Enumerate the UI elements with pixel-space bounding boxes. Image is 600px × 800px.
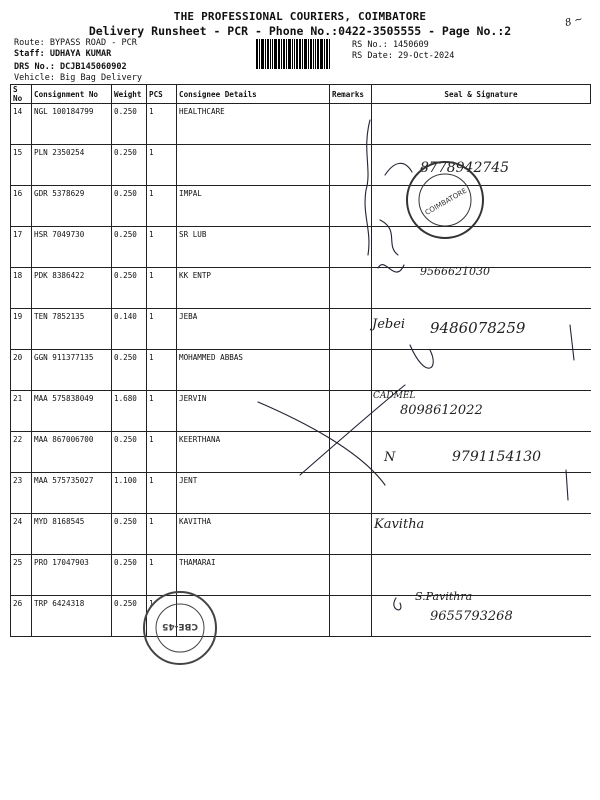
cell-consignment: GGN 911377135 — [32, 350, 112, 391]
row19-handwritten-signature: Jebei — [372, 317, 406, 332]
table-row — [11, 432, 591, 473]
row21-handwritten-label: CADMEL — [373, 391, 416, 401]
cell-pcs: 1 — [147, 309, 177, 350]
cell-remarks — [330, 350, 372, 391]
row19-handwritten-phone: 9486078259 — [430, 319, 526, 337]
cell-pcs: 1 — [147, 104, 177, 145]
cell-remarks — [330, 227, 372, 268]
cell-weight: 0.250 — [112, 268, 147, 309]
col-header-pcs: PCS — [147, 85, 177, 104]
cell-seal — [372, 473, 591, 514]
table-row — [11, 555, 591, 596]
seal-bottom-text: CBE-45 — [162, 621, 198, 631]
row21-handwritten-phone: 8098612022 — [400, 403, 483, 418]
cell-weight: 0.250 — [112, 145, 147, 186]
table-row — [11, 186, 591, 227]
cell-weight: 1.100 — [112, 473, 147, 514]
cell-sno: 17 — [11, 227, 32, 268]
cell-pcs: 1 — [147, 514, 177, 555]
cell-seal — [372, 432, 591, 473]
cell-seal — [372, 514, 591, 555]
cell-sno: 21 — [11, 391, 32, 432]
col-header-consignee: Consignee Details — [177, 85, 330, 104]
cell-pcs: 1 — [147, 350, 177, 391]
table-row — [11, 145, 591, 186]
cell-consignee: IMPAL — [177, 186, 330, 227]
barcode — [256, 39, 342, 69]
cell-seal — [372, 391, 591, 432]
cell-remarks — [330, 514, 372, 555]
row24-handwritten-signature: Kavitha — [374, 517, 425, 532]
vehicle-label: Vehicle: Big Bag Delivery — [14, 73, 142, 83]
table-row — [11, 227, 591, 268]
cell-consignee: HEALTHCARE — [177, 104, 330, 145]
cell-sno: 15 — [11, 145, 32, 186]
cell-sno: 25 — [11, 555, 32, 596]
cell-remarks — [330, 473, 372, 514]
row26-handwritten-phone: 9655793268 — [430, 609, 513, 624]
cell-consignment: NGL 100184799 — [32, 104, 112, 145]
seal-top-text: COIMBATORE — [423, 186, 469, 217]
cell-pcs: 1 — [147, 268, 177, 309]
cell-consignment: MAA 867006700 — [32, 432, 112, 473]
cell-consignment: HSR 7049730 — [32, 227, 112, 268]
cell-pcs: 1 — [147, 227, 177, 268]
row22-handwritten-text: N — [384, 450, 396, 465]
runsheet-subtitle: Delivery Runsheet - PCR - Phone No.:0422-3505555 - Page No.:2 — [88, 24, 512, 38]
cell-consignee: KAVITHA — [177, 514, 330, 555]
cell-sno: 23 — [11, 473, 32, 514]
cell-consignment: TEN 7852135 — [32, 309, 112, 350]
cell-seal — [372, 268, 591, 309]
table-row — [11, 309, 591, 350]
cell-sno: 16 — [11, 186, 32, 227]
cell-weight: 0.250 — [112, 104, 147, 145]
cell-consignee: JERVIN — [177, 391, 330, 432]
cell-pcs: 1 — [147, 391, 177, 432]
cell-weight: 1.680 — [112, 391, 147, 432]
cell-consignee: MOHAMMED ABBAS — [177, 350, 330, 391]
table-row — [11, 596, 591, 637]
cell-sno: 19 — [11, 309, 32, 350]
col-header-consignment: Consignment No — [32, 85, 112, 104]
cell-pcs: 1 — [147, 145, 177, 186]
cell-pcs: 1 — [147, 432, 177, 473]
cell-consignee: KEERTHANA — [177, 432, 330, 473]
cell-remarks — [330, 555, 372, 596]
cell-pcs: 1 — [147, 596, 177, 637]
rs-number: RS No.: 1450609 — [352, 40, 429, 50]
drs-label: DRS No.: DCJB145060902 — [14, 62, 127, 72]
staff-label: Staff: UDHAYA KUMAR — [14, 49, 112, 59]
row18-handwritten-phone: 9566621030 — [420, 265, 490, 278]
cell-remarks — [330, 145, 372, 186]
cell-weight: 0.250 — [112, 514, 147, 555]
cell-weight: 0.250 — [112, 227, 147, 268]
cell-consignment: PRO 17047903 — [32, 555, 112, 596]
cell-consignment: TRP 6424318 — [32, 596, 112, 637]
cell-weight: 0.250 — [112, 596, 147, 637]
table-row — [11, 391, 591, 432]
cell-remarks — [330, 186, 372, 227]
cell-sno: 14 — [11, 104, 32, 145]
cell-sno: 20 — [11, 350, 32, 391]
cell-consignment: MYD 8168545 — [32, 514, 112, 555]
cell-seal — [372, 350, 591, 391]
row15-handwritten-phone: 8778942745 — [420, 160, 510, 176]
cell-pcs: 1 — [147, 555, 177, 596]
col-header-remarks: Remarks — [330, 85, 372, 104]
cell-remarks — [330, 432, 372, 473]
company-title: THE PROFESSIONAL COURIERS, COIMBATORE — [173, 10, 427, 23]
cell-consignment: MAA 575735027 — [32, 473, 112, 514]
cell-seal — [372, 227, 591, 268]
cell-sno: 18 — [11, 268, 32, 309]
cell-seal — [372, 555, 591, 596]
cell-remarks — [330, 104, 372, 145]
cell-consignment: GDR 5378629 — [32, 186, 112, 227]
cell-pcs: 1 — [147, 186, 177, 227]
cell-seal — [372, 309, 591, 350]
cell-weight: 0.140 — [112, 309, 147, 350]
table-row — [11, 514, 591, 555]
cell-sno: 24 — [11, 514, 32, 555]
col-header-weight: Weight — [112, 85, 147, 104]
cell-consignee — [177, 145, 330, 186]
table-row — [11, 350, 591, 391]
cell-seal — [372, 145, 591, 186]
cell-weight: 0.250 — [112, 350, 147, 391]
cell-consignee: SR LUB — [177, 227, 330, 268]
table-row — [11, 473, 591, 514]
table-header-row — [11, 85, 591, 104]
cell-consignee: JENT — [177, 473, 330, 514]
row22-handwritten-phone: 9791154130 — [452, 449, 542, 465]
cell-consignee: THAMARAI — [177, 555, 330, 596]
cell-weight: 0.250 — [112, 432, 147, 473]
row26-handwritten-signature: S.Pavithra — [415, 590, 473, 603]
cell-consignee — [177, 596, 330, 637]
rs-date: RS Date: 29-Oct-2024 — [352, 51, 455, 61]
route-label: Route: BYPASS ROAD - PCR — [14, 38, 137, 48]
cell-seal — [372, 104, 591, 145]
col-header-seal: Seal & Signature — [372, 85, 591, 104]
cell-sno: 26 — [11, 596, 32, 637]
cell-consignment: MAA 575838049 — [32, 391, 112, 432]
cell-remarks — [330, 596, 372, 637]
col-header-sno: S No — [11, 85, 32, 104]
cell-remarks — [330, 309, 372, 350]
runsheet-table — [10, 84, 591, 637]
table-row — [11, 104, 591, 145]
cell-weight: 0.250 — [112, 555, 147, 596]
cell-consignment: PLN 2350254 — [32, 145, 112, 186]
cell-seal — [372, 596, 591, 637]
cell-sno: 22 — [11, 432, 32, 473]
table-row — [11, 268, 591, 309]
cell-seal — [372, 186, 591, 227]
cell-weight: 0.250 — [112, 186, 147, 227]
corner-pen-mark: 8 ~ — [563, 13, 585, 30]
cell-consignment: PDK 8386422 — [32, 268, 112, 309]
cell-consignee: KK ENTP — [177, 268, 330, 309]
cell-remarks — [330, 268, 372, 309]
cell-consignee: JEBA — [177, 309, 330, 350]
cell-remarks — [330, 391, 372, 432]
cell-pcs: 1 — [147, 473, 177, 514]
